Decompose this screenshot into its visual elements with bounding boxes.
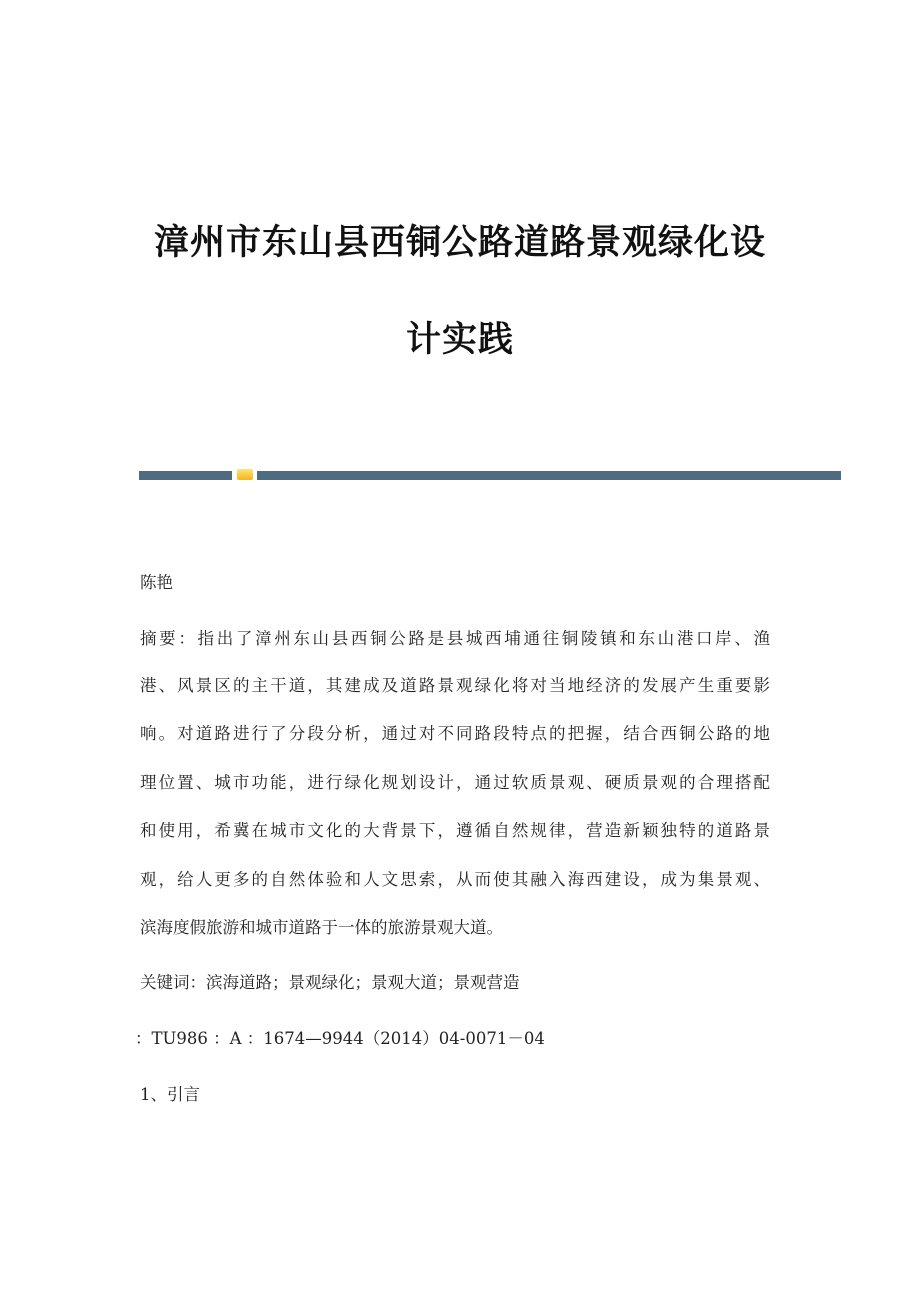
abstract-line: 理位置、城市功能，进行绿化规划设计，通过软质景观、硬质景观的合理搭配 — [140, 773, 770, 792]
divider-bar-right — [257, 471, 841, 480]
abstract-line: 港、风景区的主干道，其建成及道路景观绿化将对当地经济的发展产生重要影 — [140, 676, 770, 695]
document-title-line1: 漳州市东山县西铜公路道路景观绿化设 — [153, 222, 766, 263]
document-title-line2: 计实践 — [405, 319, 514, 360]
abstract-line: 和使用，希冀在城市文化的大背景下，遵循自然规律，营造新颖独特的道路景 — [140, 821, 770, 840]
classification-codes: ：TU986 ：A ：1674—9944（2014）04-0071－04 — [135, 1029, 545, 1048]
divider-ornament-icon — [237, 469, 253, 480]
abstract-line: 观，给人更多的自然体验和人文思索，从而使其融入海西建设，成为集景观、 — [140, 870, 770, 889]
abstract-line: 响。对道路进行了分段分析，通过对不同路段特点的把握，结合西铜公路的地 — [140, 724, 770, 743]
divider-bar-left — [139, 471, 232, 480]
abstract-line: 摘要：指出了漳州东山县西铜公路是县城西埔通往铜陵镇和东山港口岸、渔 — [140, 629, 770, 648]
title-divider — [139, 471, 841, 480]
keywords: 关键词：滨海道路；景观绿化；景观大道；景观营造 — [140, 973, 520, 992]
abstract-line: 滨海度假旅游和城市道路于一体的旅游景观大道。 — [140, 918, 503, 937]
section-heading-introduction: 1、引言 — [140, 1085, 200, 1104]
author: 陈艳 — [140, 573, 173, 592]
